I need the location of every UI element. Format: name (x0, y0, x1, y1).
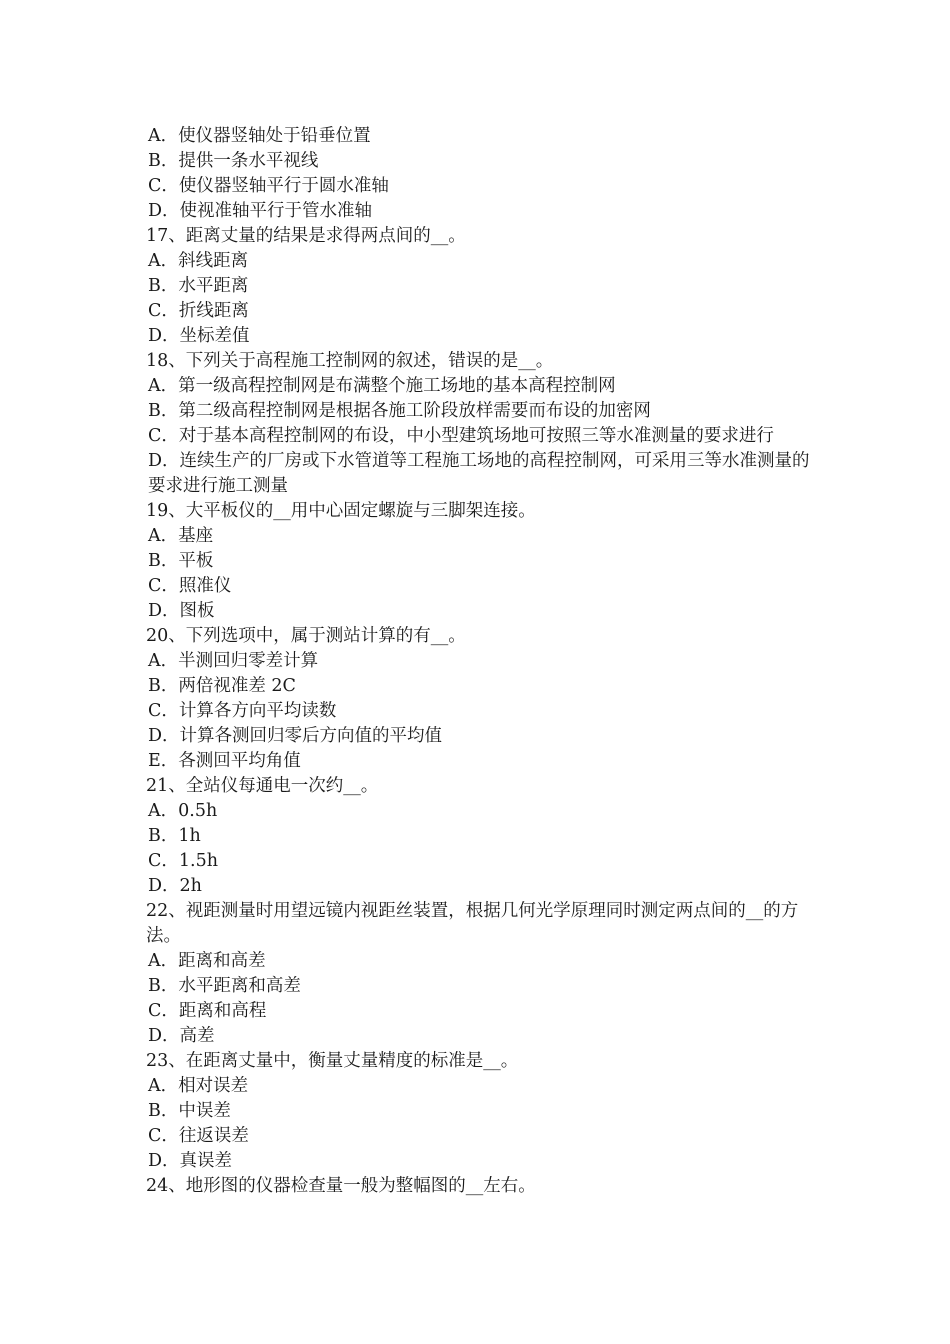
question-text: 18、下列关于高程施工控制网的叙述，错误的是__。 (146, 351, 554, 371)
answer-option: A．基座 (148, 526, 214, 546)
answer-option: D．真误差 (148, 1151, 233, 1171)
answer-option: C．折线距离 (148, 301, 249, 321)
answer-option: D．2h (148, 876, 202, 896)
question-text: 23、在距离丈量中，衡量丈量精度的标准是__。 (146, 1051, 519, 1071)
answer-option: E．各测回平均角值 (148, 751, 301, 771)
answer-option: C．距离和高程 (148, 1001, 267, 1021)
answer-option: A．距离和高差 (148, 951, 266, 971)
answer-option: A．相对误差 (148, 1076, 249, 1096)
answer-option: C．往返误差 (148, 1126, 249, 1146)
answer-option: D．图板 (148, 601, 215, 621)
answer-option: B．两倍视准差 2C (148, 676, 296, 696)
document-content (146, 124, 811, 1199)
answer-option: C．照准仪 (148, 576, 232, 596)
answer-option: B．水平距离和高差 (148, 976, 301, 996)
answer-option: A．使仪器竖轴处于铅垂位置 (148, 126, 371, 146)
answer-option: A．半测回归零差计算 (148, 651, 319, 671)
question-text: 24、地形图的仪器检查量一般为整幅图的__左右。 (146, 1176, 536, 1196)
answer-option: A．斜线距离 (148, 251, 249, 271)
answer-option: B．中误差 (148, 1101, 231, 1121)
answer-option: B．水平距离 (148, 276, 249, 296)
answer-option: C．1.5h (148, 851, 218, 871)
answer-option: A．0.5h (148, 801, 218, 821)
answer-option: B．平板 (148, 551, 214, 571)
answer-option: D．坐标差值 (148, 326, 250, 346)
question-text: 20、下列选项中，属于测站计算的有__。 (146, 626, 466, 646)
answer-option: D．计算各测回归零后方向值的平均值 (148, 726, 443, 746)
answer-option: A．第一级高程控制网是布满整个施工场地的基本高程控制网 (148, 376, 616, 396)
answer-option: D．高差 (148, 1026, 215, 1046)
answer-option: B．提供一条水平视线 (148, 151, 319, 171)
question-text: 19、大平板仪的__用中心固定螺旋与三脚架连接。 (146, 501, 536, 521)
answer-option: C．使仪器竖轴平行于圆水准轴 (148, 176, 389, 196)
answer-option: B．第二级高程控制网是根据各施工阶段放样需要而布设的加密网 (148, 401, 651, 421)
question-text: 22、视距测量时用望远镜内视距丝装置，根据几何光学原理同时测定两点间的__的方法。 (146, 901, 799, 946)
question-text: 17、距离丈量的结果是求得两点间的__。 (146, 226, 466, 246)
answer-option: C．对于基本高程控制网的布设，中小型建筑场地可按照三等水准测量的要求进行 (148, 426, 774, 446)
question-text: 21、全站仪每通电一次约__。 (146, 776, 379, 796)
answer-option: C．计算各方向平均读数 (148, 701, 337, 721)
answer-option: D．使视准轴平行于管水准轴 (148, 201, 373, 221)
answer-option: B．1h (148, 826, 201, 846)
answer-option: D．连续生产的厂房或下水管道等工程施工场地的高程控制网，可采用三等水准测量的要求进行施工测量 (148, 451, 810, 496)
